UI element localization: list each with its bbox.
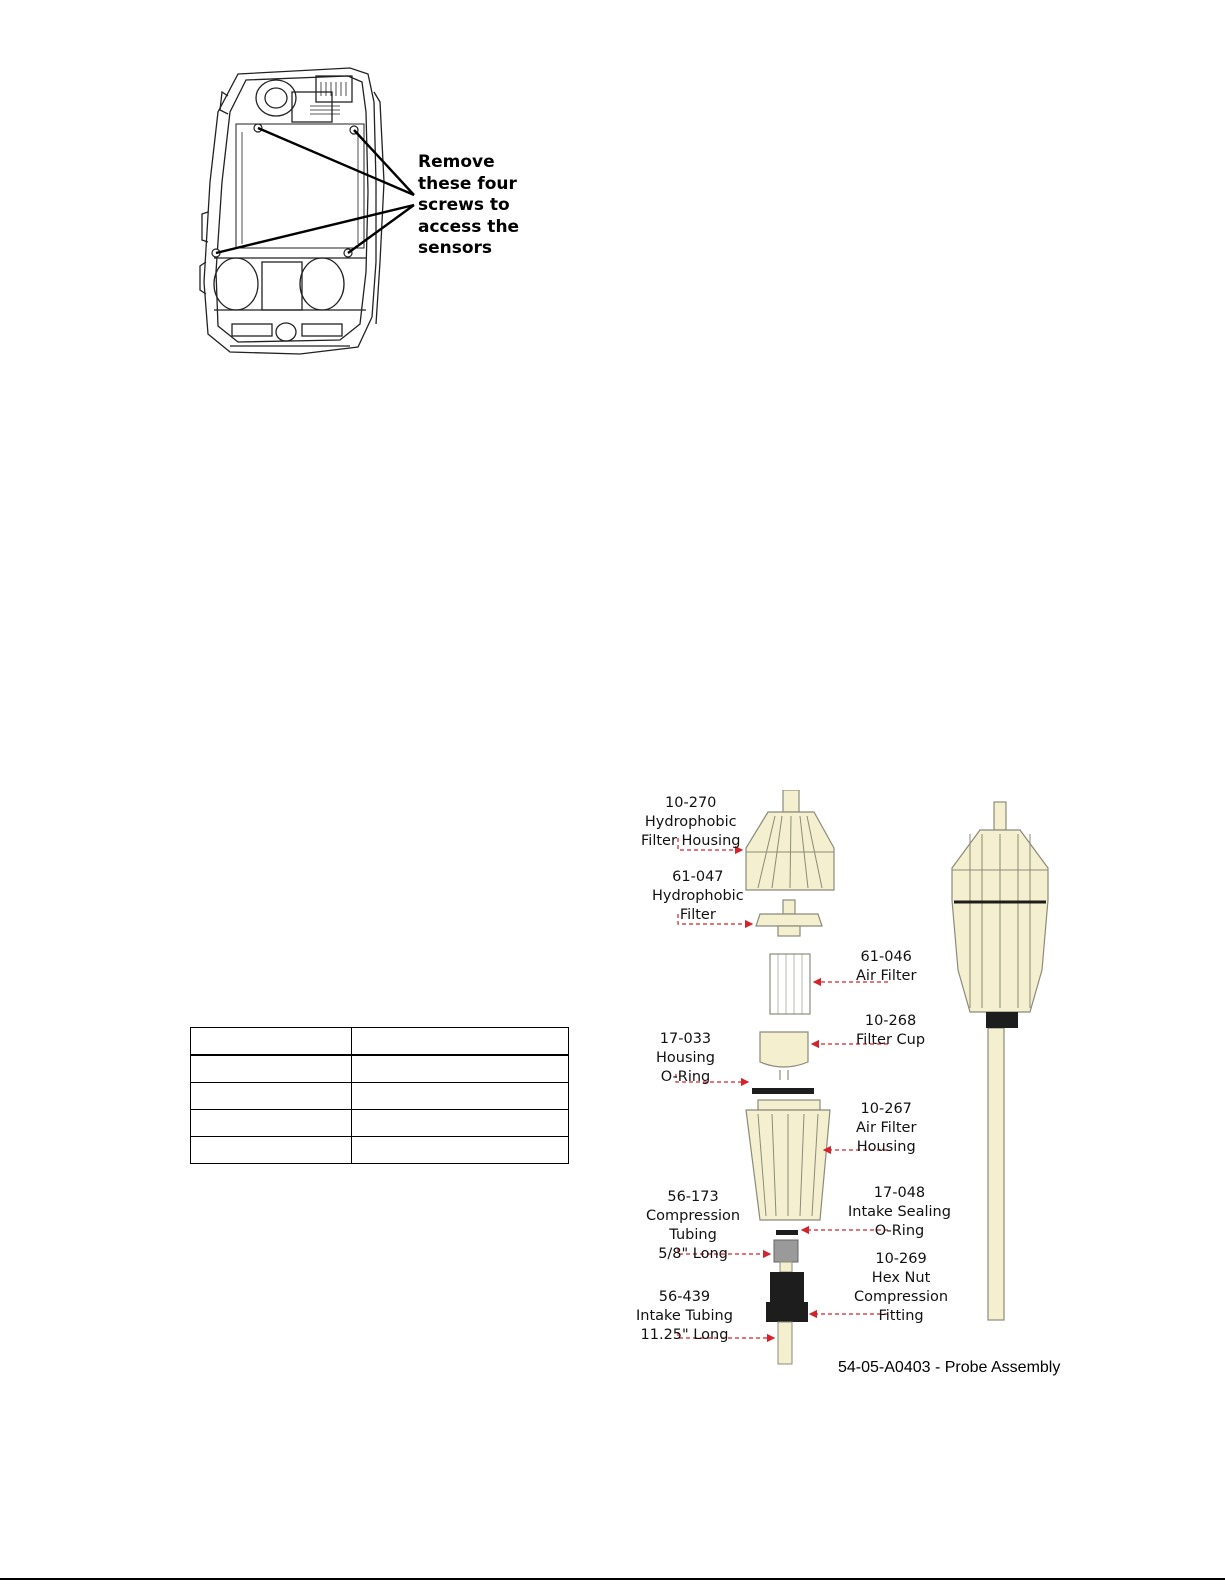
air-filter-housing-part — [746, 1100, 830, 1220]
filter-cup-part — [760, 1032, 808, 1080]
hydrophobic-filter-housing-part — [746, 790, 834, 890]
part-label-hydrophobic-filter — [652, 868, 744, 925]
intake-tubing-part — [778, 1322, 792, 1364]
table-header-row — [191, 1028, 569, 1056]
table-cell — [191, 1110, 352, 1137]
table-cell — [352, 1028, 569, 1056]
part-number: 10-267 — [860, 1101, 912, 1117]
assembled-probe-part — [952, 802, 1048, 1320]
part-name-line: Housing — [856, 1139, 916, 1155]
callout-line: access the — [418, 216, 520, 237]
part-name-line: Filter Cup — [856, 1032, 926, 1048]
part-name-line: Hydrophobic — [644, 814, 737, 830]
part-name-line: Filter — [679, 907, 716, 923]
hydrophobic-filter-part — [756, 900, 822, 936]
part-name-line: Hex Nut — [871, 1270, 931, 1286]
part-name-line: Intake Tubing — [636, 1308, 733, 1324]
part-name-line: 11.25" Long — [640, 1327, 729, 1343]
table-cell — [352, 1083, 569, 1110]
part-label-hydrophobic-filter-housing — [641, 794, 740, 851]
table-row — [191, 1137, 569, 1164]
part-label-air-filter — [856, 948, 916, 986]
callout-line: sensors — [418, 238, 493, 258]
table-cell — [352, 1137, 569, 1164]
part-number: 17-033 — [659, 1031, 712, 1047]
part-name-line: Intake Sealing — [848, 1204, 951, 1220]
housing-o-ring-part — [752, 1088, 814, 1094]
part-name-line: Air Filter — [856, 968, 917, 984]
part-label-air-filter-housing — [856, 1100, 916, 1157]
hex-nut-part — [766, 1272, 808, 1322]
part-number: 17-048 — [873, 1185, 926, 1201]
table-cell — [191, 1055, 352, 1083]
part-label-compression-tubing — [646, 1188, 740, 1264]
callout-line: Remove — [418, 152, 495, 172]
part-number: 61-047 — [672, 869, 724, 885]
intake-tubing-segment-part — [780, 1262, 792, 1272]
probe-assembly-caption: 54-05-A0403 - Probe Assembly — [838, 1359, 1061, 1376]
remove-screws-callout — [418, 152, 519, 260]
part-name-line: Housing — [656, 1050, 715, 1066]
air-filter-part — [770, 954, 810, 1014]
part-name-line: O-Ring — [660, 1069, 711, 1085]
part-number: 56-439 — [658, 1289, 711, 1305]
empty-parts-table — [190, 1027, 569, 1164]
callout-line: these four — [418, 173, 517, 194]
part-name-line: Compression — [646, 1208, 741, 1224]
table-row — [191, 1055, 569, 1083]
table-row — [191, 1083, 569, 1110]
table-cell — [352, 1110, 569, 1137]
table-cell — [191, 1028, 352, 1056]
part-name-line: O-Ring — [874, 1223, 925, 1239]
part-number: 10-270 — [665, 795, 717, 811]
part-number: 61-046 — [860, 949, 912, 965]
part-number: 10-269 — [875, 1251, 927, 1267]
part-name-line: Tubing — [669, 1227, 717, 1243]
part-name-line: Compression — [854, 1289, 949, 1305]
compression-tubing-part — [774, 1240, 798, 1262]
part-name-line: Fitting — [878, 1308, 924, 1324]
part-name-line: Filter Housing — [641, 833, 741, 849]
callout-line: screws to — [418, 195, 510, 215]
assembled-probe-nut — [986, 1012, 1018, 1028]
part-label-intake-sealing-o-ring — [848, 1184, 951, 1241]
table-cell — [191, 1083, 352, 1110]
part-name-line: Hydrophobic — [652, 888, 744, 904]
table-row — [191, 1110, 569, 1137]
part-name-line: Air Filter — [856, 1120, 917, 1136]
part-number: 56-173 — [667, 1189, 719, 1205]
part-label-housing-o-ring — [656, 1030, 715, 1087]
part-label-intake-tubing — [636, 1288, 733, 1345]
table-cell — [352, 1055, 569, 1083]
part-label-hex-nut-compression-fitting — [854, 1250, 948, 1326]
part-number: 10-268 — [864, 1013, 917, 1029]
part-name-line: 5/8" Long — [658, 1246, 728, 1262]
part-label-filter-cup — [856, 1012, 925, 1050]
intake-sealing-o-ring-part — [776, 1230, 798, 1235]
footer-rule — [0, 1578, 1225, 1580]
table-cell — [191, 1137, 352, 1164]
